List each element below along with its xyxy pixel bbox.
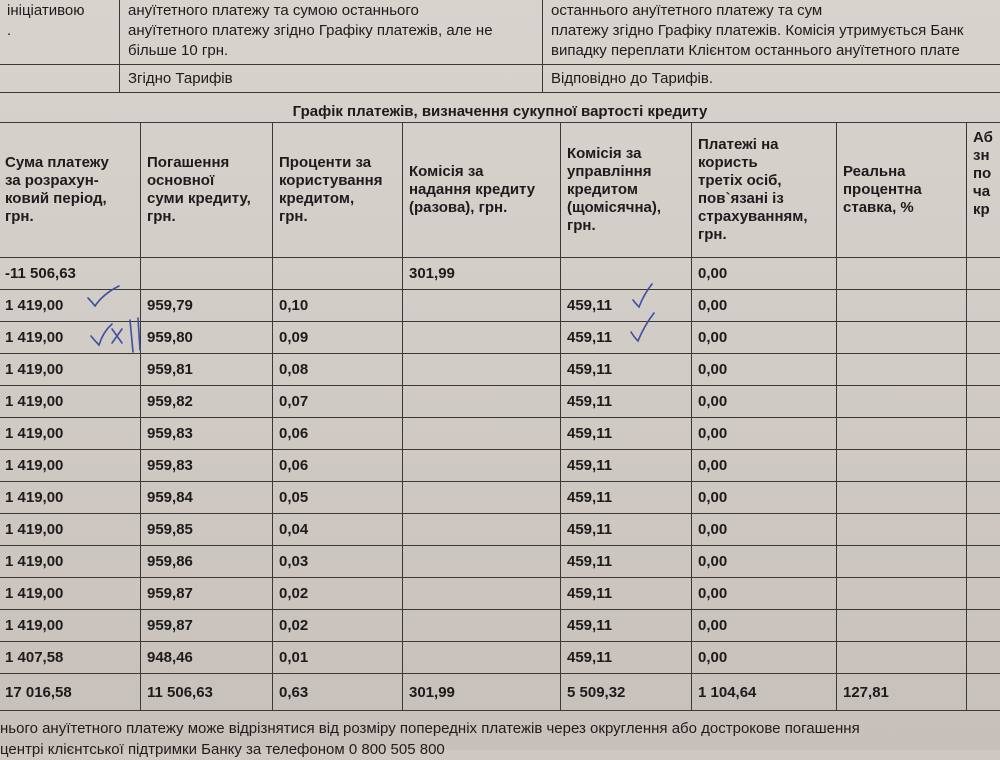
table-cell	[967, 450, 1000, 482]
table-cell: 0,06	[273, 418, 403, 450]
terms-text: ануїтетного платежу та сумою останнього ануїтетного платежу згідно Графіку платежів, але не більше 10 грн.	[128, 2, 493, 59]
terms-row	[0, 65, 1000, 93]
table-cell: 948,46	[141, 642, 273, 674]
table-cell: 0,00	[692, 578, 837, 610]
table-cell: 1 419,00	[0, 450, 141, 482]
table-cell	[967, 482, 1000, 514]
table-cell	[967, 386, 1000, 418]
table-cell: 959,87	[141, 578, 273, 610]
table-cell: 0,07	[273, 386, 403, 418]
table-row	[0, 514, 1000, 546]
table-cell: 0,09	[273, 322, 403, 354]
table-cell	[837, 514, 967, 546]
column-header: Комісія за управління кредитом (щомісячна), грн.	[561, 123, 692, 258]
header-row	[0, 123, 1000, 258]
table-cell: 1 419,00	[0, 482, 141, 514]
table-cell: 1 419,00	[0, 354, 141, 386]
terms-cell	[120, 65, 543, 93]
table-cell: 1 419,00	[0, 578, 141, 610]
table-cell: 1 419,00	[0, 322, 141, 354]
table-cell	[403, 546, 561, 578]
table-cell	[837, 610, 967, 642]
table-cell	[403, 354, 561, 386]
table-cell: 959,82	[141, 386, 273, 418]
table-cell: 959,84	[141, 482, 273, 514]
table-row	[0, 386, 1000, 418]
column-header: Реальна процентна ставка, %	[837, 123, 967, 258]
table-cell: 459,11	[561, 418, 692, 450]
table-cell	[837, 354, 967, 386]
table-cell: 459,11	[561, 610, 692, 642]
table-cell: 959,87	[141, 610, 273, 642]
column-header: Аб зн по ча кр	[967, 123, 1000, 258]
table-cell: 959,85	[141, 514, 273, 546]
terms-cell	[120, 0, 543, 65]
table-cell: 459,11	[561, 450, 692, 482]
table-cell: 959,83	[141, 418, 273, 450]
table-cell: 0,01	[273, 642, 403, 674]
table-cell	[967, 290, 1000, 322]
table-cell	[403, 482, 561, 514]
table-row	[0, 418, 1000, 450]
terms-row	[0, 0, 1000, 65]
table-cell: 0,63	[273, 674, 403, 711]
schedule-body	[0, 258, 1000, 711]
table-cell	[837, 482, 967, 514]
table-row	[0, 450, 1000, 482]
table-cell: 0,08	[273, 354, 403, 386]
table-cell	[403, 450, 561, 482]
table-cell: 1 419,00	[0, 418, 141, 450]
column-header: Проценти за користування кредитом, грн.	[273, 123, 403, 258]
table-cell	[403, 642, 561, 674]
table-cell	[837, 258, 967, 290]
table-cell: 459,11	[561, 514, 692, 546]
table-cell: 459,11	[561, 482, 692, 514]
table-cell: 0,05	[273, 482, 403, 514]
table-cell	[837, 386, 967, 418]
table-cell: 0,00	[692, 546, 837, 578]
terms-cell	[0, 65, 120, 93]
table-cell	[967, 418, 1000, 450]
column-header: Комісія за надання кредиту (разова), грн.	[403, 123, 561, 258]
table-cell: 0,06	[273, 450, 403, 482]
table-cell	[967, 354, 1000, 386]
section-title: Графік платежів, визначення сукупної вартості кредиту	[0, 103, 1000, 120]
table-row	[0, 642, 1000, 674]
table-cell: 0,00	[692, 514, 837, 546]
table-cell: 301,99	[403, 674, 561, 711]
table-cell: 1 104,64	[692, 674, 837, 711]
terms-text: Відповідно до Тарифів.	[551, 70, 713, 87]
terms-cell	[0, 0, 120, 65]
table-cell: 0,00	[692, 450, 837, 482]
table-cell	[967, 610, 1000, 642]
table-row	[0, 290, 1000, 322]
table-row	[0, 578, 1000, 610]
terms-table	[0, 0, 1000, 93]
table-cell: 959,79	[141, 290, 273, 322]
table-cell	[403, 610, 561, 642]
table-cell	[403, 578, 561, 610]
column-header: Сума платежу за розрахун- ковий період, грн.	[0, 123, 141, 258]
table-cell: 959,80	[141, 322, 273, 354]
table-cell: 301,99	[403, 258, 561, 290]
column-header: Платежі на користь третіх осіб, пов`язані із страхуванням, грн.	[692, 123, 837, 258]
table-cell	[967, 514, 1000, 546]
table-cell: 459,11	[561, 290, 692, 322]
table-cell: 0,02	[273, 578, 403, 610]
table-cell: 0,00	[692, 386, 837, 418]
table-cell: 459,11	[561, 578, 692, 610]
table-cell: 0,00	[692, 482, 837, 514]
table-cell: 1 419,00	[0, 610, 141, 642]
table-cell	[403, 290, 561, 322]
table-cell: 0,00	[692, 418, 837, 450]
terms-cell	[543, 65, 1000, 93]
table-cell	[403, 514, 561, 546]
table-cell	[837, 418, 967, 450]
table-cell: 0,00	[692, 610, 837, 642]
table-cell: 17 016,58	[0, 674, 141, 711]
table-cell: 0,00	[692, 642, 837, 674]
table-cell: 0,00	[692, 354, 837, 386]
table-cell: -11 506,63	[0, 258, 141, 290]
table-cell	[967, 642, 1000, 674]
table-cell: 959,83	[141, 450, 273, 482]
table-cell	[141, 258, 273, 290]
table-cell	[403, 386, 561, 418]
table-cell	[967, 578, 1000, 610]
table-cell: 1 419,00	[0, 290, 141, 322]
table-cell	[837, 290, 967, 322]
table-cell: 5 509,32	[561, 674, 692, 711]
table-cell: 11 506,63	[141, 674, 273, 711]
table-cell	[403, 322, 561, 354]
table-cell: 1 419,00	[0, 514, 141, 546]
table-cell	[561, 258, 692, 290]
table-cell: 459,11	[561, 546, 692, 578]
table-cell	[967, 322, 1000, 354]
table-cell	[403, 418, 561, 450]
column-header: Погашення основної суми кредиту, грн.	[141, 123, 273, 258]
table-cell: 1 407,58	[0, 642, 141, 674]
table-cell: 0,00	[692, 290, 837, 322]
table-cell	[967, 674, 1000, 711]
table-cell: 0,10	[273, 290, 403, 322]
table-cell: 1 419,00	[0, 386, 141, 418]
table-row	[0, 610, 1000, 642]
terms-text: ініціативою .	[7, 2, 85, 39]
terms-text: останнього ануїтетного платежу та сум платежу згідно Графіку платежів. Комісія утримується Банк випадку переплати Клієнтом останнього ануїтетного плате	[551, 2, 963, 59]
table-row	[0, 546, 1000, 578]
footer-line: центрі клієнтської підтримки Банку за телефоном 0 800 505 800	[0, 739, 1000, 760]
table-cell: 127,81	[837, 674, 967, 711]
table-cell: 0,04	[273, 514, 403, 546]
table-cell: 459,11	[561, 386, 692, 418]
table-cell	[837, 578, 967, 610]
payment-schedule-table	[0, 122, 1000, 711]
table-cell: 959,81	[141, 354, 273, 386]
table-row	[0, 482, 1000, 514]
footer-line: нього ануїтетного платежу може відрізнятися від розміру попередніх платежів через округлення або дострокове погашення	[0, 718, 1000, 739]
table-cell	[837, 322, 967, 354]
table-cell: 459,11	[561, 642, 692, 674]
table-cell: 459,11	[561, 322, 692, 354]
table-cell	[837, 642, 967, 674]
table-cell: 0,00	[692, 322, 837, 354]
table-row	[0, 322, 1000, 354]
table-cell: 1 419,00	[0, 546, 141, 578]
terms-text: Згідно Тарифів	[128, 70, 233, 87]
table-cell: 959,86	[141, 546, 273, 578]
table-row	[0, 354, 1000, 386]
table-cell	[273, 258, 403, 290]
table-cell	[837, 450, 967, 482]
totals-row	[0, 674, 1000, 711]
table-cell	[967, 546, 1000, 578]
terms-cell	[543, 0, 1000, 65]
table-cell: 0,02	[273, 610, 403, 642]
table-cell	[967, 258, 1000, 290]
table-cell: 0,00	[692, 258, 837, 290]
footer-note	[0, 718, 1000, 760]
table-cell: 0,03	[273, 546, 403, 578]
table-row	[0, 258, 1000, 290]
table-cell	[837, 546, 967, 578]
table-cell: 459,11	[561, 354, 692, 386]
